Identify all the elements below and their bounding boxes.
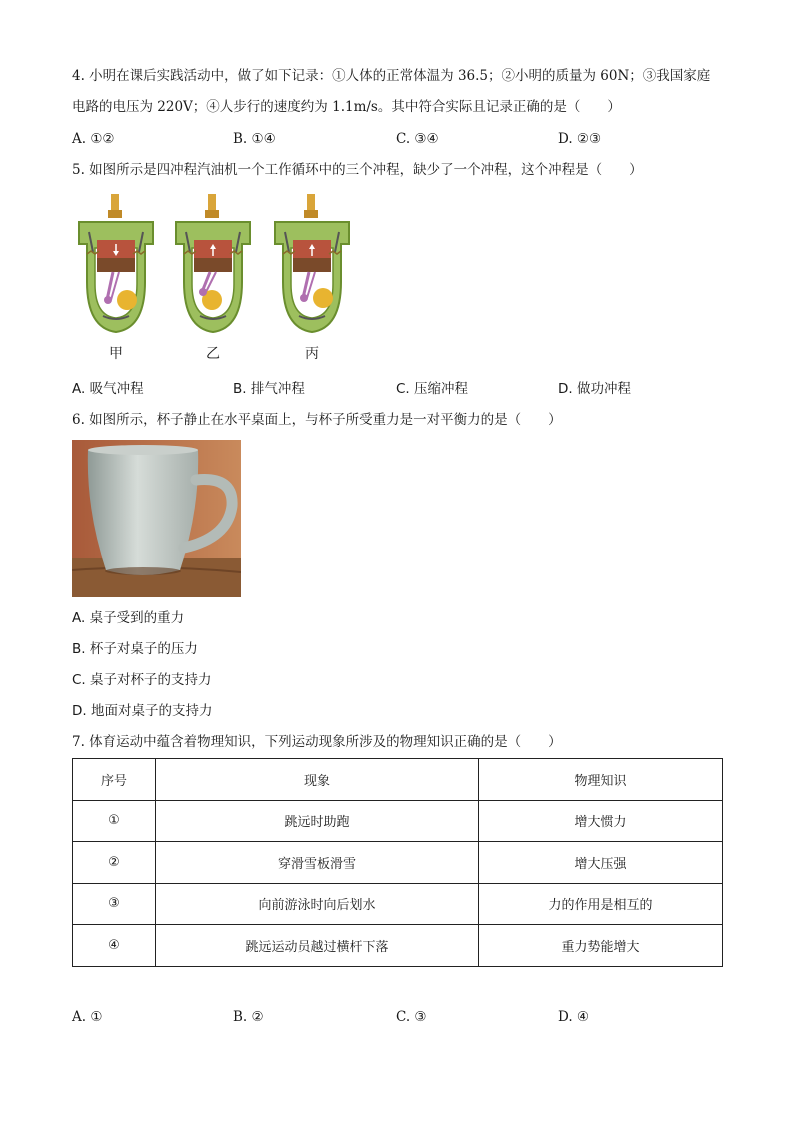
cell-knowledge: 重力势能增大	[479, 925, 723, 967]
table-row	[73, 800, 723, 842]
engine-label-jia: 甲	[109, 346, 123, 362]
cell-index: ④	[73, 925, 156, 967]
cell-phenomenon: 向前游泳时向后划水	[156, 883, 479, 925]
engine-diagram-bing	[271, 192, 353, 342]
table-row	[73, 925, 723, 967]
q5-option-d[interactable]: D. 做功冲程	[558, 381, 631, 397]
q6-option-d[interactable]: D. 地面对桌子的支持力	[72, 703, 213, 719]
cell-index: ②	[73, 842, 156, 884]
header-phenomenon: 现象	[156, 759, 479, 801]
engine-diagram-yi	[172, 192, 254, 342]
q6-option-b[interactable]: B. 杯子对桌子的压力	[72, 641, 198, 657]
q4-option-b[interactable]: B. ①④	[233, 131, 276, 147]
header-knowledge: 物理知识	[479, 759, 723, 801]
q7-stem: 7. 体育运动中蕴含着物理知识，下列运动现象所涉及的物理知识正确的是（ ）	[72, 734, 562, 750]
cell-index: ③	[73, 883, 156, 925]
q4-option-c[interactable]: C. ③④	[396, 131, 439, 147]
q7-option-a[interactable]: A. ①	[72, 1009, 103, 1025]
q5-option-b[interactable]: B. 排气冲程	[233, 381, 305, 397]
q7-option-b[interactable]: B. ②	[233, 1009, 264, 1025]
q6-option-c[interactable]: C. 桌子对杯子的支持力	[72, 672, 212, 688]
cup-photo	[72, 440, 241, 597]
table-header-row	[73, 759, 723, 801]
cell-index: ①	[73, 800, 156, 842]
q5-option-a[interactable]: A. 吸气冲程	[72, 381, 144, 397]
q4-stem-line-2: 电路的电压为 220V；④人步行的速度约为 1.1m/s。其中符合实际且记录正确的是（ ）	[72, 99, 621, 115]
cell-knowledge: 增大压强	[479, 842, 723, 884]
cell-phenomenon: 跳远时助跑	[156, 800, 479, 842]
q5-stem: 5. 如图所示是四冲程汽油机一个工作循环中的三个冲程，缺少了一个冲程，这个冲程是（ ）	[72, 162, 643, 178]
cell-knowledge: 增大惯力	[479, 800, 723, 842]
q7-option-c[interactable]: C. ③	[396, 1009, 427, 1025]
engine-label-yi: 乙	[206, 346, 220, 362]
q4-stem-line-1: 4. 小明在课后实践活动中，做了如下记录：①人体的正常体温为 36.5；②小明的质量为 60N；③我国家庭	[72, 68, 711, 84]
q6-stem: 6. 如图所示，杯子静止在水平桌面上，与杯子所受重力是一对平衡力的是（ ）	[72, 412, 562, 428]
header-index: 序号	[73, 759, 156, 801]
physics-knowledge-table	[72, 758, 723, 967]
table-row	[73, 883, 723, 925]
q6-option-a[interactable]: A. 桌子受到的重力	[72, 610, 185, 626]
cell-phenomenon: 跳远运动员越过横杆下落	[156, 925, 479, 967]
cell-phenomenon: 穿滑雪板滑雪	[156, 842, 479, 884]
q7-option-d[interactable]: D. ④	[558, 1009, 590, 1025]
table-row	[73, 842, 723, 884]
engine-diagram-jia	[75, 192, 157, 342]
q4-option-d[interactable]: D. ②③	[558, 131, 602, 147]
cell-knowledge: 力的作用是相互的	[479, 883, 723, 925]
engine-label-bing: 丙	[305, 346, 319, 362]
q5-option-c[interactable]: C. 压缩冲程	[396, 381, 469, 397]
q4-option-a[interactable]: A. ①②	[72, 131, 115, 147]
